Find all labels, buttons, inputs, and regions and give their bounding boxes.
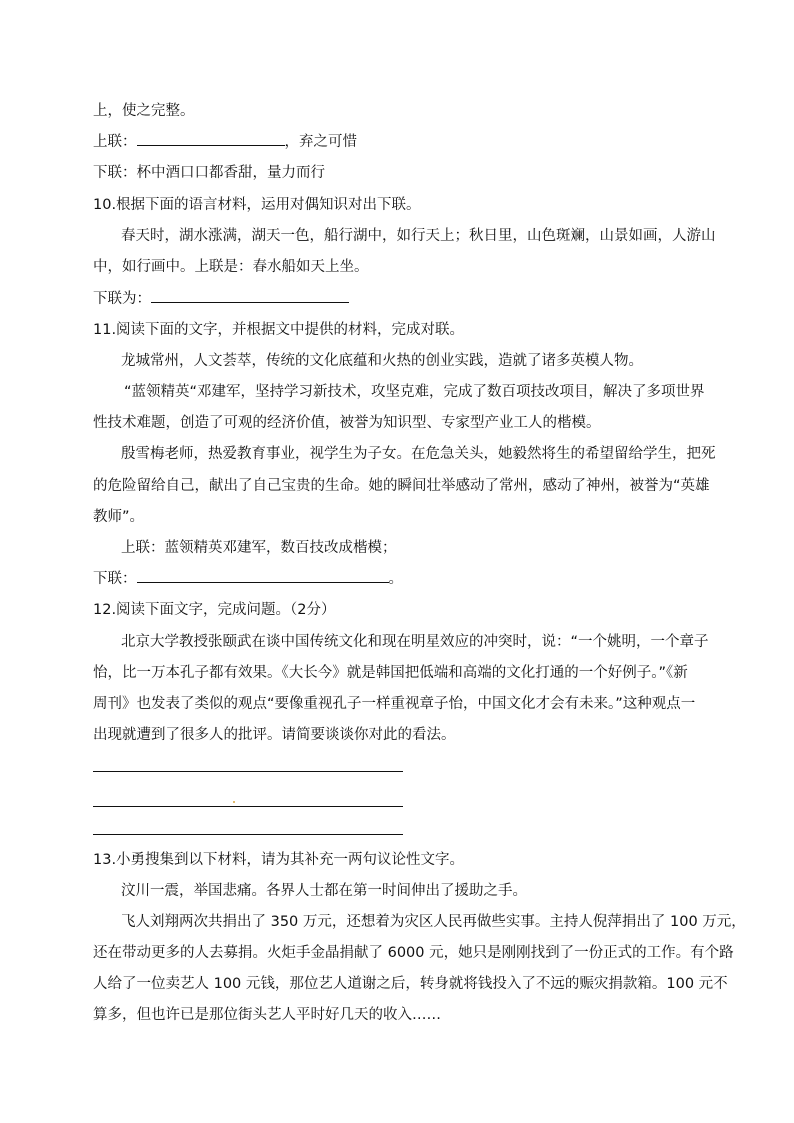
q10-paragraph-line-1: 春天时，湖水涨满，湖天一色，船行湖中，如行天上；秋日里，山色斑斓，山景如画，人游山 — [121, 228, 716, 244]
q9-upper-blank[interactable] — [137, 133, 285, 146]
q12-title: 12.阅读下面文字，完成问题。（2分） — [93, 602, 336, 618]
q11-paragraph-2-line-2: 性技术难题，创造了可观的经济价值，被誉为知识型、专家型产业工人的楷模。 — [93, 415, 601, 431]
q11-lower-blank[interactable] — [137, 570, 389, 583]
q11-upper-couplet: 上联：蓝领精英邓建军，数百技改成楷模； — [121, 540, 397, 556]
q12-paragraph-line-1: 北京大学教授张颐武在谈中国传统文化和现在明星效应的冲突时，说：“一个姚明，一个章子 — [121, 634, 709, 650]
q12-answer-line-1[interactable] — [93, 771, 403, 772]
q11-title: 11.阅读下面的文字，并根据文中提供的材料，完成对联。 — [93, 322, 465, 338]
q10-paragraph-line-2: 中，如行画中。上联是：春水船如天上坐。 — [93, 259, 369, 275]
q11-lower-tail: 。 — [388, 571, 403, 587]
q13-paragraph-2-line-4: 算多，但也许已是那位街头艺人平时好几天的收入…… — [93, 1007, 441, 1023]
q9-upper-couplet — [93, 132, 357, 152]
q11-paragraph-3-line-3: 教师”。 — [93, 509, 145, 525]
q11-lower-couplet — [93, 569, 403, 589]
q11-paragraph-2-line-1: “蓝领精英“邓建军，坚持学习新技术，攻坚克难，完成了数百项技改项目，解决了多项世界 — [124, 384, 705, 400]
q12-paragraph-line-4: 出现就遭到了很多人的批评。请简要谈谈你对此的看法。 — [93, 727, 456, 743]
q11-paragraph-3-line-2: 的危险留给自己，献出了自己宝贵的生命。她的瞬间壮举感动了常州，感动了神州，被誉为“英雄 — [93, 478, 710, 494]
q11-paragraph-3-line-1: 殷雪梅老师，热爱教育事业，视学生为子女。在危急关头，她毅然将生的希望留给学生，把死 — [121, 446, 716, 462]
q11-paragraph-1: 龙城常州，人文荟萃，传统的文化底蕴和火热的创业实践，造就了诸多英模人物。 — [121, 353, 643, 369]
q10-answer-blank[interactable] — [151, 290, 349, 303]
q13-paragraph-2-line-2: 还在带动更多的人去募捐。火炬手金晶捐献了 6000 元，她只是刚刚找到了一份正式的工作。有个路 — [93, 945, 734, 961]
stray-mark — [233, 801, 235, 803]
q11-lower-label: 下联： — [93, 571, 137, 587]
q9-intro-tail: 上，使之完整。 — [93, 103, 195, 119]
q9-upper-label: 上联： — [93, 134, 137, 150]
q13-paragraph-2-line-1: 飞人刘翔两次共捐出了 350 万元，还想着为灾区人民再做些实事。主持人倪萍捐出了 100 万元， — [121, 914, 746, 930]
q10-answer-label: 下联为： — [93, 291, 151, 307]
q10-answer — [93, 289, 349, 309]
q12-answer-line-2[interactable] — [93, 806, 403, 807]
q12-paragraph-line-3: 周刊》也发表了类似的观点“要像重视孔子一样重视章子怡，中国文化才会有未来。”这种观点一 — [93, 696, 696, 712]
q13-title: 13.小勇搜集到以下材料，请为其补充一两句议论性文字。 — [93, 852, 465, 868]
q9-lower-couplet: 下联：杯中酒口口都香甜，量力而行 — [93, 165, 325, 181]
q13-paragraph-2-line-3: 人给了一位卖艺人 100 元钱，那位艺人道谢之后，转身就将钱投入了不远的赈灾捐款箱。100 元不 — [93, 976, 728, 992]
q10-title: 10.根据下面的语言材料，运用对偶知识对出下联。 — [93, 197, 421, 213]
q12-answer-line-3[interactable] — [93, 834, 403, 835]
q9-upper-tail: ，弃之可惜 — [284, 134, 357, 150]
q12-paragraph-line-2: 怡，比一万本孔子都有效果。《大长今》就是韩国把低端和高端的文化打通的一个好例子。”《新 — [93, 665, 688, 681]
q13-paragraph-1: 汶川一震，举国悲痛。各界人士都在第一时间伸出了援助之手。 — [121, 883, 527, 899]
